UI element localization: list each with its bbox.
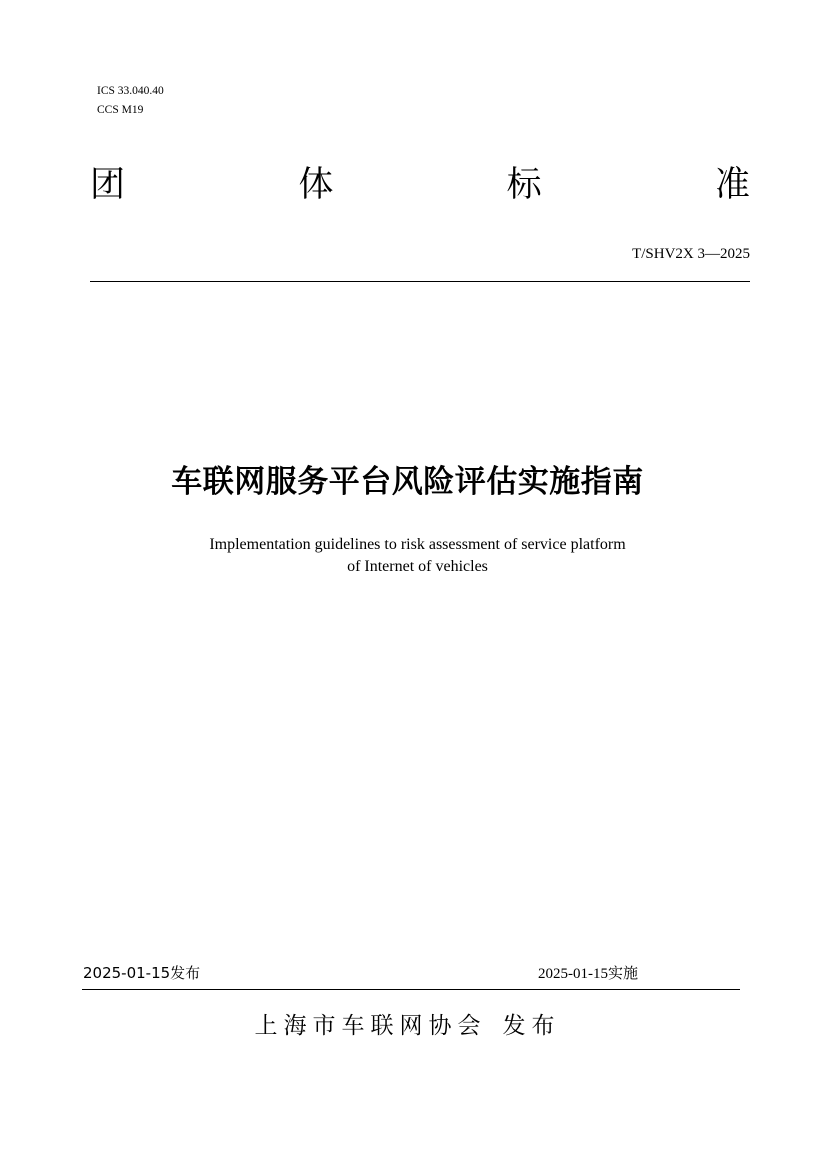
footer-divider bbox=[82, 989, 740, 990]
document-title-chinese: 车联网服务平台风险评估实施指南 bbox=[171, 464, 644, 500]
publisher-organization: 上海市车联网协会 bbox=[254, 1013, 487, 1039]
standard-type-char: 标 bbox=[506, 165, 542, 205]
publisher-action: 发布 bbox=[502, 1013, 561, 1039]
publisher-line bbox=[0, 1006, 815, 1046]
standard-type-char: 团 bbox=[90, 165, 126, 205]
classification-codes bbox=[97, 82, 164, 120]
standard-type-char: 准 bbox=[714, 165, 750, 205]
implement-date: 2025-01-15实施 bbox=[538, 966, 638, 982]
ics-code: ICS 33.040.40 bbox=[97, 85, 164, 97]
ccs-code: CCS M19 bbox=[97, 104, 144, 116]
title-english-line-1: Implementation guidelines to risk assessment of service platform bbox=[209, 536, 626, 553]
publish-date: 2025-01-15发布 bbox=[83, 964, 201, 982]
standard-type-heading bbox=[90, 160, 750, 210]
document-title-english bbox=[0, 534, 815, 578]
header-divider bbox=[90, 281, 750, 282]
standard-type-char: 体 bbox=[298, 165, 334, 205]
title-english-line-2: of Internet of vehicles bbox=[347, 558, 488, 575]
standard-number: T/SHV2X 3—2025 bbox=[632, 246, 750, 262]
